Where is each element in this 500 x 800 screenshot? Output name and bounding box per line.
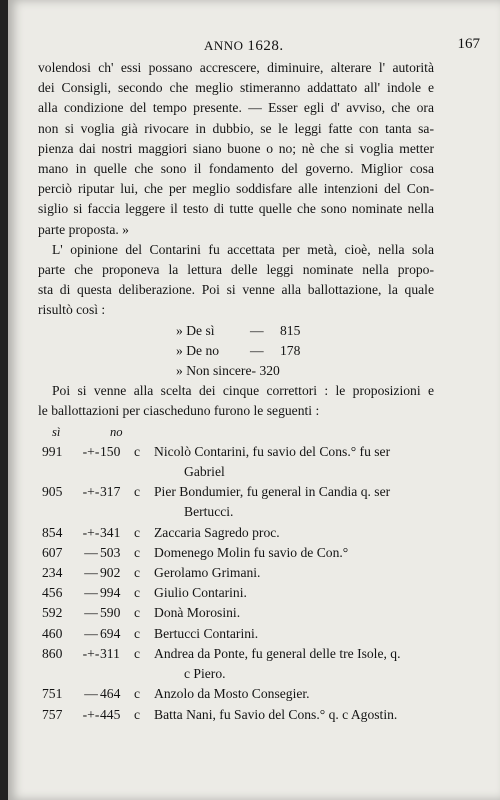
- candidate-name: Pier Bondumier, fu general in Candia q. ser: [154, 484, 391, 500]
- column-header-no: no: [110, 424, 123, 439]
- vote-operator: -+-: [82, 484, 100, 500]
- yes-votes: 607: [42, 544, 63, 560]
- text-line: Poi si venne alla scelta dei cinque correttori : le proposizioni e: [52, 383, 434, 399]
- candidate-row: [38, 583, 434, 603]
- candidate-row: [38, 644, 434, 664]
- text-line: pienza dai nostri maggiori siano buone o no; nè che si voglia metter: [38, 140, 434, 156]
- mark-glyph: c: [134, 686, 141, 702]
- vote-operator: -+-: [82, 524, 100, 540]
- yes-votes: 854: [42, 524, 63, 540]
- vote-label: » De sì: [176, 322, 215, 338]
- candidate-name: Bertucci Contarini.: [154, 625, 259, 641]
- vote-label: » De no: [176, 342, 220, 358]
- no-votes: 445: [100, 706, 121, 722]
- candidate-name: Andrea da Ponte, fu general delle tre Isole, q.: [154, 645, 401, 661]
- text-line: non si voglia già rivocare in dubbio, se le leggi fatte con tanta sa-: [38, 120, 434, 136]
- mark-glyph: c: [134, 524, 141, 540]
- text-line: perciò riputar lui, che per meglio soddisfare alle intenzioni del Con-: [38, 181, 434, 197]
- no-votes: 503: [100, 544, 121, 560]
- candidate-list: [38, 442, 434, 725]
- paragraph-1: [38, 58, 434, 240]
- mark-glyph: c: [134, 484, 141, 500]
- vote-dash: —: [250, 322, 264, 338]
- no-votes: 694: [100, 625, 121, 641]
- page-body: [38, 58, 434, 725]
- no-votes: 902: [100, 565, 121, 581]
- no-votes: 150: [100, 443, 121, 459]
- vote-operator: -+-: [82, 706, 100, 722]
- vote-line: [38, 321, 434, 341]
- candidate-row: [38, 624, 434, 644]
- yes-votes: 456: [42, 585, 63, 601]
- candidate-name: Domenego Molin fu savio de Con.°: [154, 544, 349, 560]
- vote-dash: —: [250, 342, 264, 358]
- text-line: dei Consigli, secondo che meglio stimeranno addattato all' indole e: [38, 80, 434, 96]
- yes-votes: 751: [42, 686, 63, 702]
- column-header-yes: sì: [52, 424, 61, 439]
- text-line: parte proposta. »: [38, 221, 129, 237]
- running-header: [8, 36, 500, 58]
- candidate-row: [38, 603, 434, 623]
- vote-operator: —: [84, 565, 98, 581]
- mark-glyph: c: [134, 645, 141, 661]
- vote-label: » Non sincere-: [176, 363, 257, 379]
- paragraph-3: [38, 381, 434, 421]
- candidate-row: [38, 543, 434, 563]
- no-votes: 317: [100, 484, 121, 500]
- mark-glyph: c: [134, 605, 141, 621]
- vote-operator: —: [84, 686, 98, 702]
- yes-votes: 460: [42, 625, 63, 641]
- vote-line: [38, 361, 434, 381]
- no-votes: 341: [100, 524, 121, 540]
- candidate-row: [38, 684, 434, 704]
- no-votes: 994: [100, 585, 121, 601]
- text-line: le ballottazioni per ciascheduno furono le seguenti :: [38, 403, 320, 419]
- no-votes: 590: [100, 605, 121, 621]
- vote-value: 178: [280, 342, 301, 358]
- vote-results: [38, 321, 434, 382]
- candidate-name: Gerolamo Grimani.: [154, 565, 261, 581]
- candidate-name: Giulio Contarini.: [154, 585, 247, 601]
- yes-votes: 757: [42, 706, 63, 722]
- text-line: risultò così :: [38, 302, 106, 318]
- candidate-row: [38, 705, 434, 725]
- candidate-name: Batta Nani, fu Savio del Cons.° q. c Agostin.: [154, 706, 398, 722]
- mark-glyph: c: [134, 625, 141, 641]
- vote-operator: -+-: [82, 645, 100, 661]
- candidate-row: [38, 523, 434, 543]
- text-line: alla condizione del tempo presente. — Esser egli d' avviso, che ora: [38, 100, 434, 116]
- vote-operator: —: [84, 544, 98, 560]
- vote-line: [38, 341, 434, 361]
- column-headers: [38, 422, 434, 442]
- vote-value: 815: [280, 322, 301, 338]
- mark-glyph: c: [134, 585, 141, 601]
- no-votes: 464: [100, 686, 121, 702]
- yes-votes: 860: [42, 645, 63, 661]
- vote-operator: —: [84, 625, 98, 641]
- text-line: volendosi ch' essi possano accrescere, diminuire, alterare l' autorità: [38, 60, 434, 75]
- candidate-name-continued: Bertucci.: [184, 504, 234, 520]
- no-votes: 311: [100, 645, 120, 661]
- book-page: [8, 0, 500, 800]
- paragraph-2: [38, 240, 434, 321]
- text-line: mano in quelle che sono il fondamento del governo. Miglior cosa: [38, 161, 434, 177]
- yes-votes: 991: [42, 443, 63, 459]
- yes-votes: 234: [42, 565, 63, 581]
- text-line: parte che proponeva la lettura delle leggi nominate nella propo-: [38, 262, 434, 278]
- header-year-value: 1628.: [247, 38, 284, 54]
- vote-operator: -+-: [82, 443, 100, 459]
- text-line: L' opinione del Contarini fu accettata per metà, cioè, nella sola: [52, 241, 434, 257]
- mark-glyph: c: [134, 706, 141, 722]
- vote-operator: —: [84, 585, 98, 601]
- candidate-row: [38, 482, 434, 502]
- yes-votes: 592: [42, 605, 63, 621]
- yes-votes: 905: [42, 484, 63, 500]
- mark-glyph: c: [134, 544, 141, 560]
- page-number: 167: [457, 36, 480, 52]
- candidate-name-continued: c Piero.: [184, 666, 226, 682]
- candidate-name: Nicolò Contarini, fu savio del Cons.° fu ser: [154, 443, 391, 459]
- candidate-name: Donà Morosini.: [154, 605, 241, 621]
- header-year-label: ANNO: [204, 38, 244, 53]
- vote-operator: —: [84, 605, 98, 621]
- vote-value: 320: [259, 363, 280, 379]
- header-year: [204, 38, 284, 55]
- candidate-name: Anzolo da Mosto Consegier.: [154, 686, 310, 702]
- candidate-row: [38, 442, 434, 462]
- mark-glyph: c: [134, 443, 141, 459]
- candidate-name-continued: Gabriel: [184, 464, 225, 480]
- text-line: sta di questa deliberazione. Poi si venne alla ballottazione, la quale: [38, 282, 434, 298]
- candidate-row: [38, 563, 434, 583]
- candidate-name: Zaccaria Sagredo proc.: [154, 524, 280, 540]
- mark-glyph: c: [134, 565, 141, 581]
- text-line: siglio si faccia leggere il testo di tutte quelle che sono nominate nella: [38, 201, 434, 217]
